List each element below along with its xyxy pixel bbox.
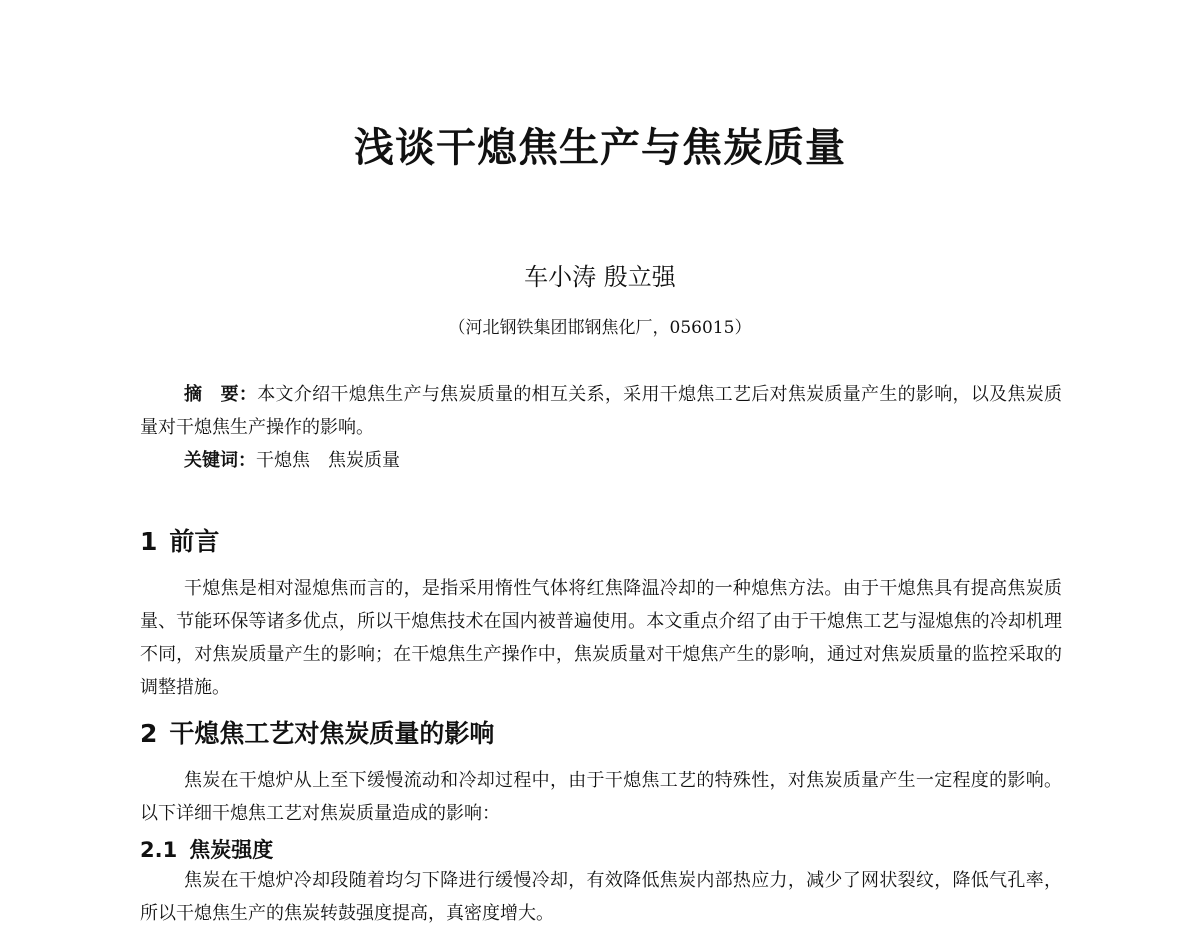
- section-heading-text: 前言: [169, 527, 220, 556]
- keywords-text: 干熄焦 焦炭质量: [256, 450, 400, 471]
- abstract-text: 本文介绍干熄焦生产与焦炭质量的相互关系，采用干熄焦工艺后对焦炭质量产生的影响，以及焦炭质量对干熄焦生产操作的影响。: [140, 384, 1063, 438]
- section-1-paragraph: 干熄焦是相对湿熄焦而言的，是指采用惰性气体将红焦降温冷却的一种熄焦方法。由于干熄焦具有提高焦炭质量、节能环保等诸多优点，所以干熄焦技术在国内被普遍使用。本文重点介绍了由于干熄焦工艺与湿熄焦的冷却机理不同，对焦炭质量产生的影响；在干熄焦生产操作中，焦炭质量对干熄焦产生的影响，通过对焦炭质量的监控采取的调整措施。: [140, 578, 1062, 698]
- paper-authors: 车小涛 殷立强: [524, 263, 676, 291]
- subsection-heading-2-1: [140, 834, 273, 866]
- abstract: [140, 378, 1062, 444]
- keywords: [140, 444, 1062, 477]
- section-heading-2: [140, 716, 494, 752]
- subsection-number: 2.1: [140, 838, 178, 862]
- keywords-label: 关键词：: [184, 450, 256, 471]
- section-heading-text: 干熄焦工艺对焦炭质量的影响: [169, 719, 495, 748]
- section-number: 2: [140, 719, 158, 748]
- section-number: 1: [140, 527, 158, 556]
- subsection-heading-text: 焦炭强度: [189, 838, 274, 862]
- section-2-paragraph: 焦炭在干熄炉从上至下缓慢流动和冷却过程中，由于干熄焦工艺的特殊性，对焦炭质量产生一定程度的影响。以下详细干熄焦工艺对焦炭质量造成的影响：: [140, 770, 1062, 824]
- paper-title: 浅谈干熄焦生产与焦炭质量: [354, 125, 846, 171]
- paper-affiliation: （河北钢铁集团邯钢焦化厂，056015）: [448, 318, 752, 338]
- subsection-2-1-paragraph: 焦炭在干熄炉冷却段随着均匀下降进行缓慢冷却，有效降低焦炭内部热应力，减少了网状裂纹，降低气孔率，所以干熄焦生产的焦炭转鼓强度提高，真密度增大。: [140, 870, 1062, 924]
- abstract-label: 摘 要：: [184, 384, 258, 405]
- section-heading-1: [140, 524, 219, 560]
